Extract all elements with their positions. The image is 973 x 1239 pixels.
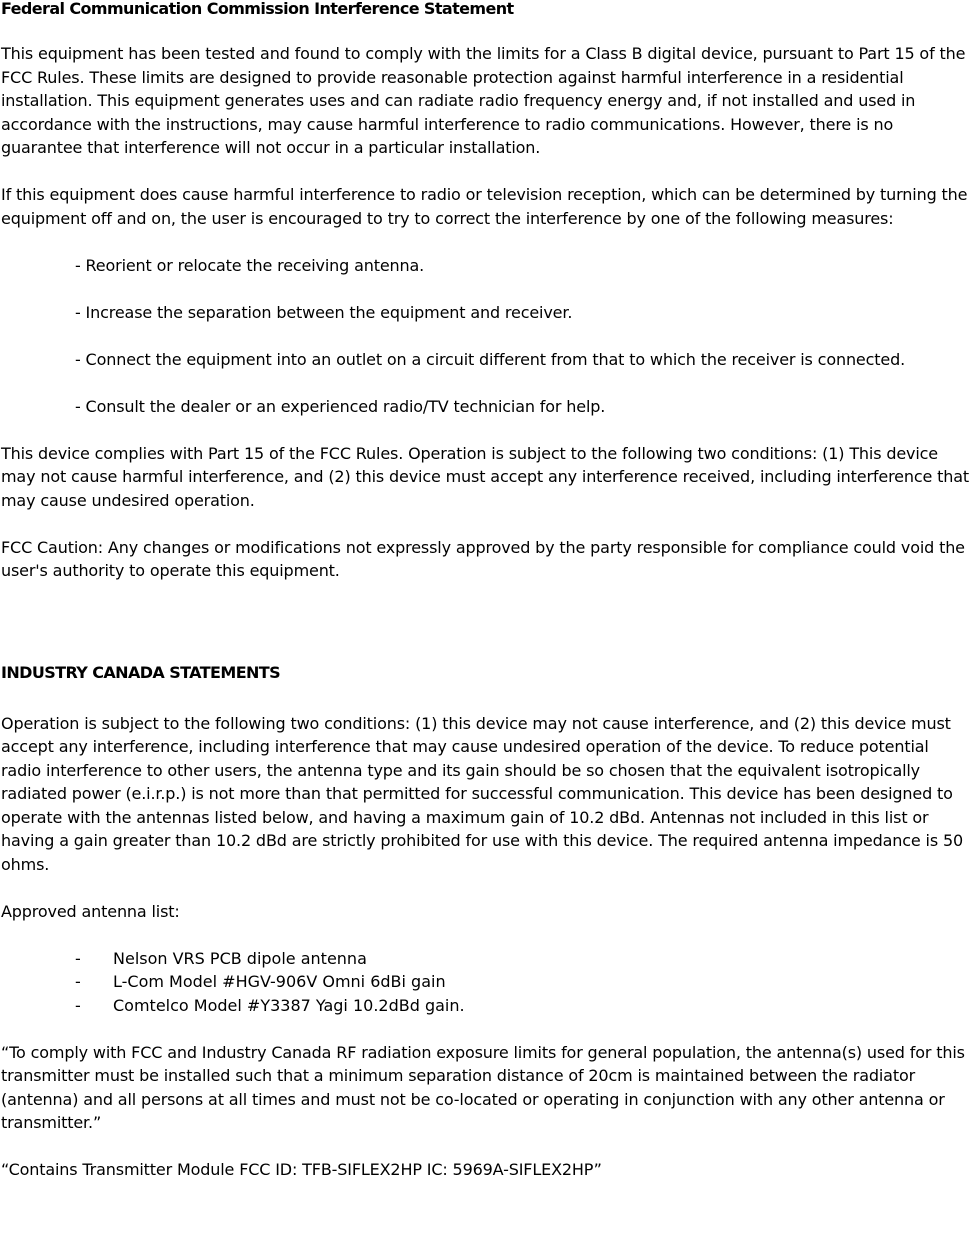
fcc-heading: Federal Communication Commission Interference Statement — [1, 0, 514, 18]
measure-item: - Reorient or relocate the receiving antenna. — [75, 255, 425, 275]
spacer — [1, 230, 971, 254]
spacer — [1, 923, 971, 947]
antenna-list-item — [1, 970, 971, 994]
fcc-compliance-paragraph: This equipment has been tested and found to comply with the limits for a Class B digital device, pursuant to Part 15 of the FCC Rules. These limits are designed to provide reasonable protection against harmful interference in a residential installation. This equipment generates uses and can radiate radio frequency energy and, if not installed and used in accordance with the instructions, may cause harmful interference to radio communications. However, there is no guarantee that interference will not occur in a particular installation. — [1, 44, 966, 157]
spacer — [1, 1017, 971, 1041]
antenna-list-item — [1, 994, 971, 1018]
spacer — [75, 371, 971, 395]
ic-heading: INDUSTRY CANADA STATEMENTS — [1, 662, 281, 682]
list-dash: - — [75, 995, 81, 1015]
antenna-list-intro: Approved antenna list: — [1, 901, 180, 921]
list-dash: - — [75, 972, 81, 991]
measure-item: - Consult the dealer or an experienced radio/TV technician for help. — [75, 396, 606, 416]
antenna-name: Comtelco Model #Y3387 Yagi 10.2dBd gain. — [113, 995, 465, 1015]
rf-exposure-statement: “To comply with FCC and Industry Canada RF radiation exposure limits for general population, the antenna(s) used for this transmitter must be installed such that a minimum separation distance of 20cm is maintained between the radiator (antenna) and all persons at all times and must not be co-located or operating in conjunction with any other antenna or transmitter.” — [1, 1042, 965, 1132]
spacer — [1, 512, 971, 536]
fcc-interference-paragraph: If this equipment does cause harmful interference to radio or television reception, which can be determined by turning the equipment off and on, the user is encouraged to try to correct the interference by one of the following measures: — [1, 185, 968, 228]
fcc-part15-paragraph: This device complies with Part 15 of the FCC Rules. Operation is subject to the following two conditions: (1) This device may not cause harmful interference, and (2) this device must accept any interference received, including interference that may cause undesired operation. — [1, 443, 970, 510]
antenna-name: L-Com Model #HGV-906V Omni 6dBi gain — [113, 972, 446, 991]
antenna-name: Nelson VRS PCB dipole antenna — [113, 948, 367, 968]
list-dash: - — [75, 948, 81, 968]
spacer — [75, 324, 971, 348]
measures-list — [1, 254, 971, 419]
spacer — [1, 418, 971, 442]
spacer — [1, 1135, 971, 1159]
antenna-list-item — [1, 947, 971, 971]
spacer — [1, 160, 971, 184]
ic-operation-paragraph: Operation is subject to the following two conditions: (1) this device may not cause interference, and (2) this device must accept any interference, including interference that may cause undesired operation of the device. To reduce potential radio interference to other users, the antenna type and its gain should be so chosen that the equivalent isotropically radiated power (e.i.r.p.) is not more than that permitted for successful communication. This device has been designed to operate with the antennas listed below, and having a maximum gain of 10.2 dBd. Antennas not included in this list or having a gain greater than 10.2 dBd are strictly prohibited for use with this device. The required antenna impedance is 50 ohms. — [1, 713, 964, 874]
spacer — [1, 876, 971, 900]
spacer — [1, 682, 971, 712]
measure-item: - Increase the separation between the equipment and receiver. — [75, 302, 573, 322]
module-id-statement: “Contains Transmitter Module FCC ID: TFB-SIFLEX2HP IC: 5969A-SIFLEX2HP” — [1, 1160, 602, 1179]
measure-item: - Connect the equipment into an outlet on a circuit different from that to which the receiver is connected. — [75, 349, 906, 369]
spacer — [1, 18, 971, 42]
approved-antenna-list — [1, 947, 971, 1018]
spacer — [1, 583, 971, 664]
fcc-caution-paragraph: FCC Caution: Any changes or modifications not expressly approved by the party responsible for compliance could void the user's authority to operate this equipment. — [1, 537, 965, 580]
spacer — [75, 277, 971, 301]
